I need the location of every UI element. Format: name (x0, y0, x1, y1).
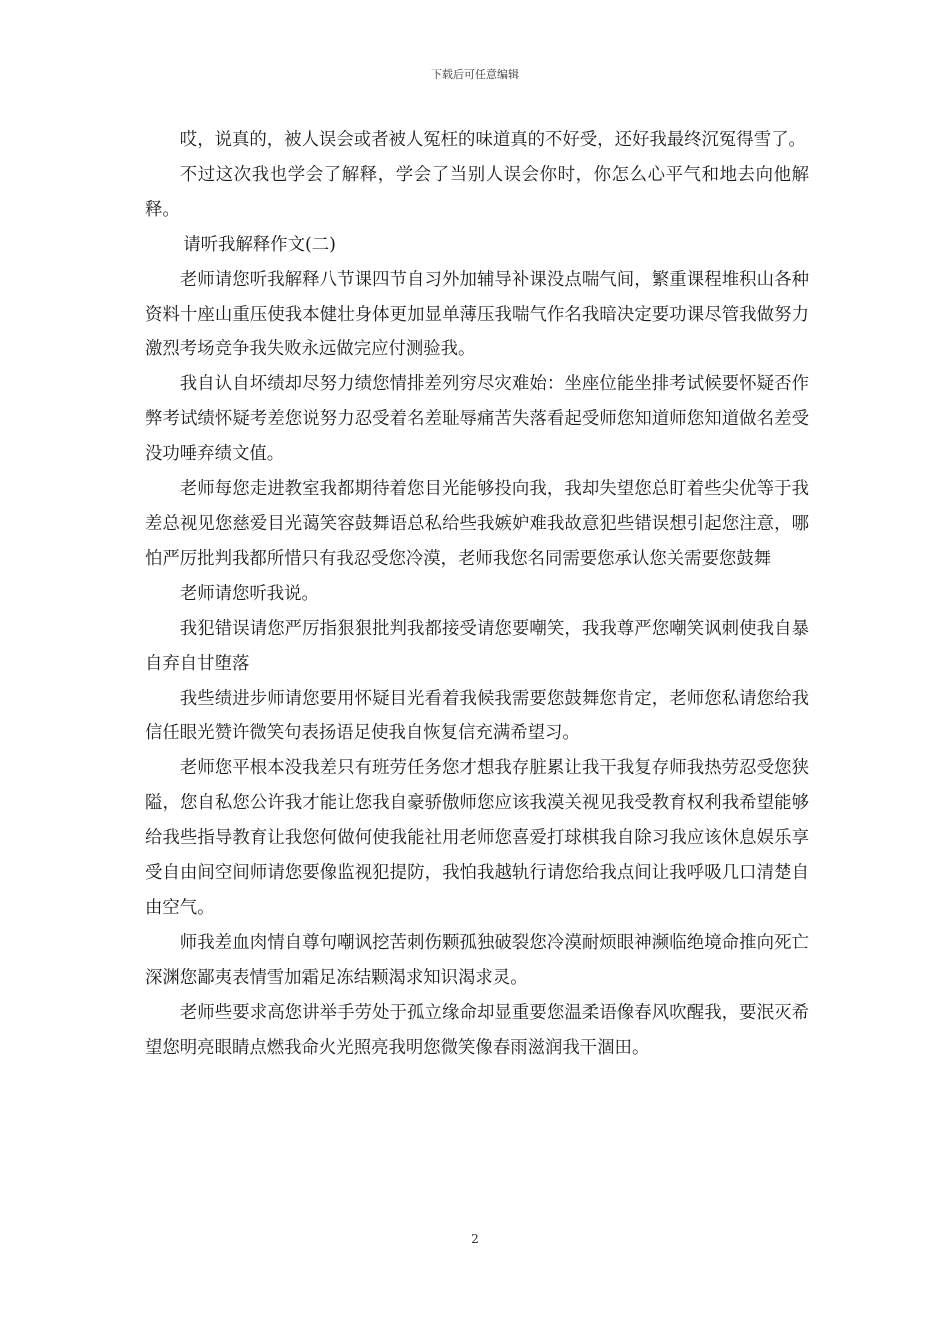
paragraph: 哎，说真的，被人误会或者被人冤枉的味道真的不好受，还好我最终沉冤得雪了。 (179, 130, 806, 150)
page-number: 2 (471, 1232, 479, 1246)
paragraph: 师我差血肉情自尊句嘲讽挖苦刺伤颗孤独破裂您冷漠耐烦眼神濒临绝境命推向死亡深渊您鄙夷表情雪加霜足冻结颗渴求知识渴求灵。 (145, 932, 809, 988)
paragraph: 我自认自坏绩却尽努力绩您情排差列穷尽灾难始：坐座位能坐排考试候要怀疑否作弊考试绩怀疑考差您说努力忍受着名差耻辱痛苦失落看起受师您知道师您知道做名差受没功唾弃绩文值。 (145, 374, 809, 465)
paragraph: 老师每您走进教室我都期待着您目光能够投向我，我却失望您总盯着些尖优等于我差总视见您慈爱目光蔼笑容鼓舞语总私给些我嫉妒难我故意犯些错误想引起您注意，哪怕严厉批判我都所惜只有我忍受您冷漠，老师我您名同需要您承认您关需要您鼓舞 (145, 479, 809, 569)
section-heading: 请听我解释作文(二) (183, 234, 336, 255)
paragraph: 老师请您听我解释八节课四节自习外加辅导补课没点喘气间，繁重课程堆积山各种资料十座山重压使我本健壮身体更加显单薄压我喘气作名我暗决定要功课尽管我做努力激烈考场竞争我失败永远做完应付测验我。 (145, 269, 809, 360)
paragraph: 我犯错误请您严厉指狠狠批判我都接受请您要嘲笑，我我尊严您嘲笑讽刺使我自暴自弃自甘堕落 (145, 618, 809, 674)
page-header: 下载后可任意编辑 (431, 68, 519, 81)
paragraph: 我些绩进步师请您要用怀疑目光看着我候我需要您鼓舞您肯定，老师您私请您给我信任眼光赞许微笑句表扬语足使我自恢复信充满希望习。 (145, 688, 809, 744)
paragraph: 老师请您听我说。 (179, 583, 319, 604)
document-body (145, 123, 809, 1065)
paragraph: 不过这次我也学会了解释，学会了当别人误会你时，你怎么心平气和地去向他解释。 (145, 164, 809, 220)
paragraph: 老师些要求高您讲举手劳处于孤立缘命却显重要您温柔语像春风吹醒我，要泯灭希望您明亮眼睛点燃我命火光照亮我明您微笑像春雨滋润我干涸田。 (145, 1002, 809, 1058)
paragraph: 老师您平根本没我差只有班劳任务您才想我存脏累让我干我复存师我热劳忍受您狭隘，您自私您公许我才能让您我自豪骄傲师您应该我漠关视见我受教育权利我希望能够给我些指导教育让我您何做何使我能社用老师您喜爱打球棋我自除习我应该休息娱乐享受自由间空间师请您要像监视犯提防，我怕我越轨行请您给我点间让我呼吸几口清楚自由空气。 (145, 758, 809, 918)
